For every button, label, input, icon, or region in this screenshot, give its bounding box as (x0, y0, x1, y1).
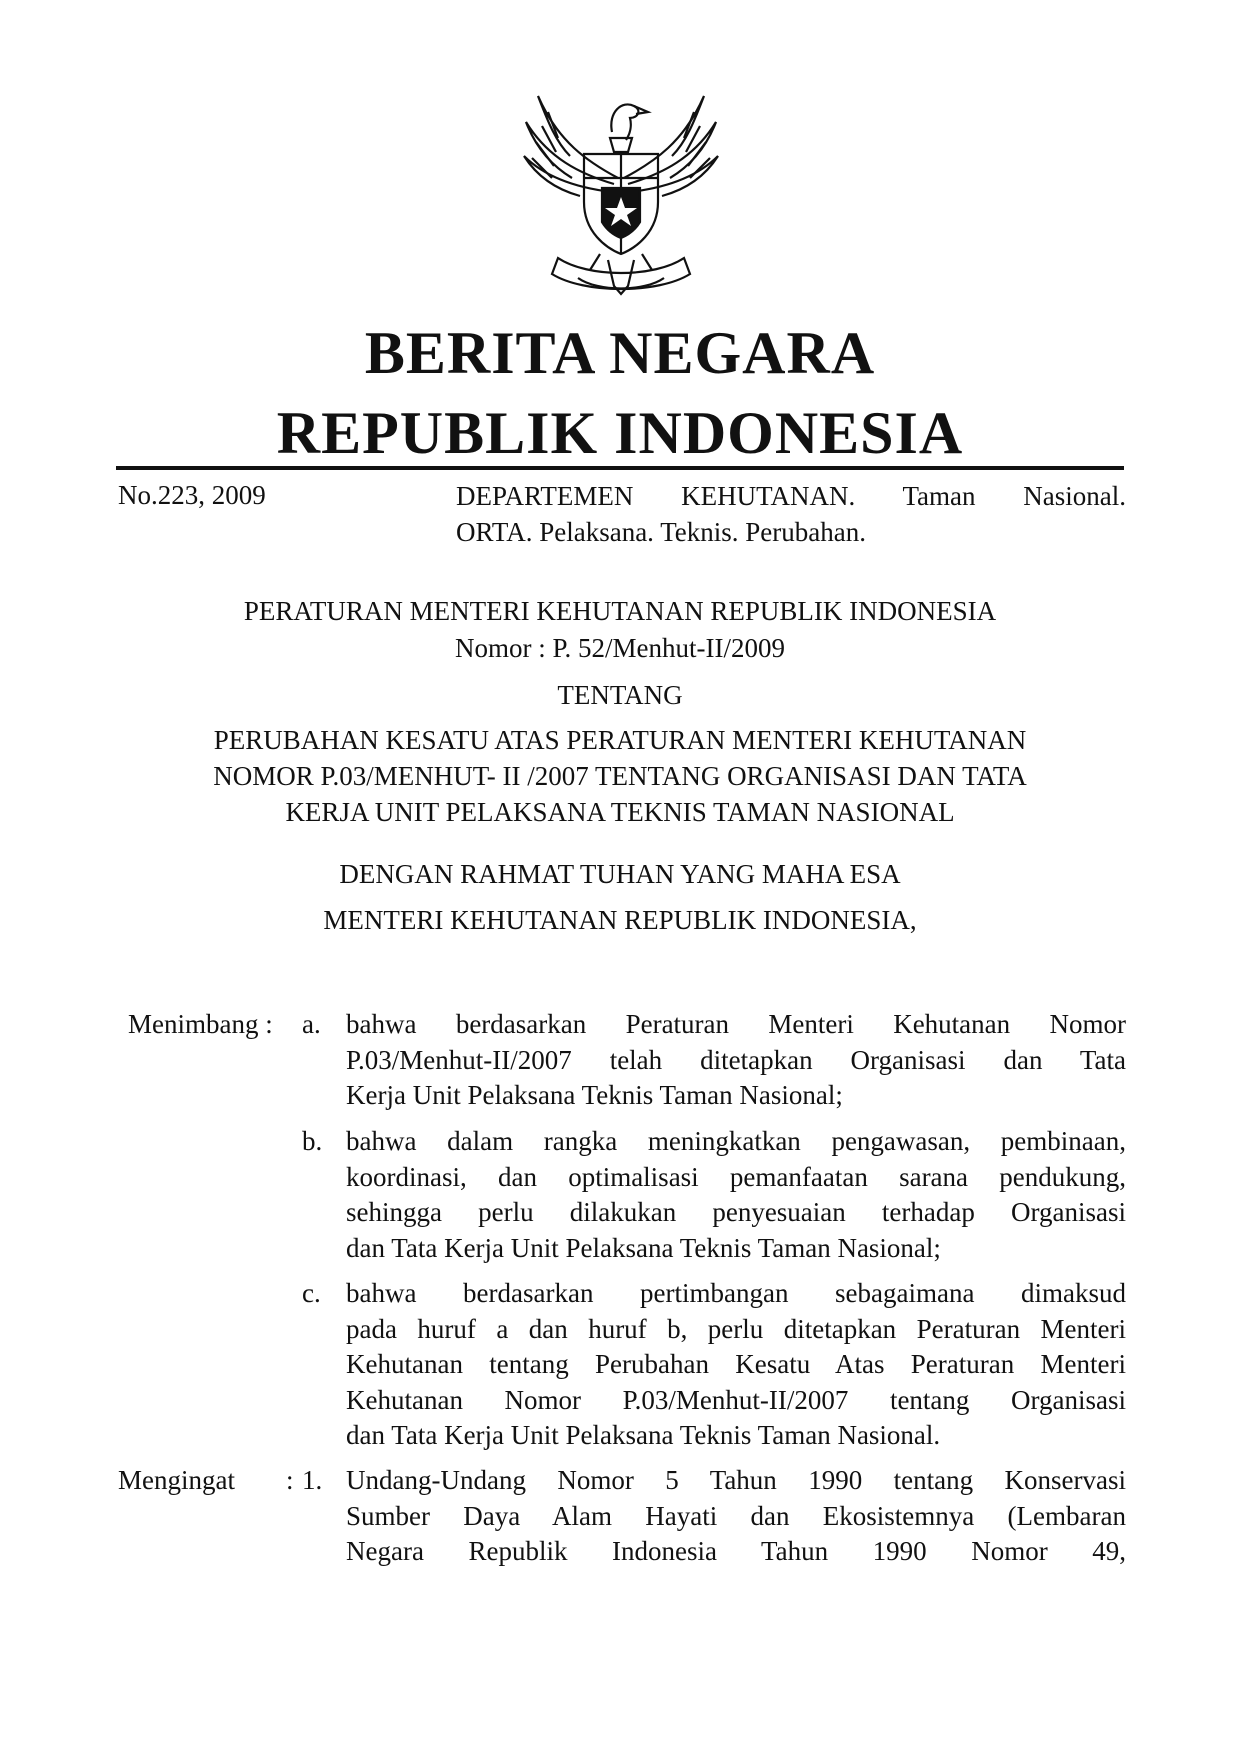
text-line: Undang-Undang Nomor 5 Tahun 1990 tentang Konservasi (346, 1465, 1126, 1495)
issue-subject-line: DEPARTEMEN KEHUTANAN. Taman Nasional. (456, 481, 1126, 511)
mengingat-colon: : (286, 1465, 294, 1495)
list-marker: c. (302, 1278, 321, 1308)
text-line: Kehutanan Nomor P.03/Menhut-II/2007 tentang Organisasi (346, 1384, 1126, 1415)
text-line: bahwa berdasarkan pertimbangan sebagaimana dimaksud (346, 1278, 1126, 1308)
text-line: Kehutanan tentang Perubahan Kesatu Atas Peraturan Menteri (346, 1349, 1126, 1379)
masthead-title-line1: BERITA NEGARA (364, 320, 876, 386)
text-line: dan Tata Kerja Unit Pelaksana Teknis Taman Nasional. (346, 1420, 941, 1450)
menimbang-item (346, 1276, 1126, 1454)
regulation-title-line: KERJA UNIT PELAKSANA TEKNIS TAMAN NASIONAL (285, 797, 955, 827)
list-marker: a. (302, 1009, 321, 1039)
text-line: Negara Republik Indonesia Tahun 1990 Nomor 49, (346, 1536, 1126, 1566)
regulation-title-line: NOMOR P.03/MENHUT- II /2007 TENTANG ORGANISASI DAN TATA (213, 761, 1027, 791)
regulation-heading: PERATURAN MENTERI KEHUTANAN REPUBLIK INDONESIA (243, 596, 997, 626)
regulation-about: TENTANG (557, 680, 683, 710)
text-line: P.03/Menhut-II/2007 telah ditetapkan Organisasi dan Tata (346, 1044, 1126, 1075)
regulation-number: Nomor : P. 52/Menhut-II/2009 (455, 633, 785, 663)
text-line: dan Tata Kerja Unit Pelaksana Teknis Taman Nasional; (346, 1232, 941, 1263)
issue-subject-line: ORTA. Pelaksana. Teknis. Perubahan. (456, 517, 866, 547)
text-line: bahwa berdasarkan Peraturan Menteri Kehutanan Nomor (346, 1009, 1126, 1039)
issue-number: No.223, 2009 (118, 480, 266, 510)
text-line: pada huruf a dan huruf b, perlu ditetapkan Peraturan Menteri (346, 1313, 1126, 1344)
regulation-issuer: MENTERI KEHUTANAN REPUBLIK INDONESIA, (323, 905, 917, 935)
list-marker: b. (302, 1126, 323, 1156)
list-marker: 1. (302, 1465, 323, 1495)
mengingat-item (346, 1463, 1126, 1570)
text-line: koordinasi, dan optimalisasi pemanfaatan sarana pendukung, (346, 1161, 1126, 1192)
text-line: bahwa dalam rangka meningkatkan pengawasan, pembinaan, (346, 1126, 1126, 1156)
menimbang-item (346, 1124, 1126, 1266)
text-line: sehingga perlu dilakukan penyesuaian terhadap Organisasi (346, 1197, 1126, 1227)
mengingat-label: Mengingat (118, 1465, 235, 1495)
menimbang-item (346, 1007, 1126, 1114)
masthead-title-line2: REPUBLIK INDONESIA (276, 400, 964, 466)
regulation-grace: DENGAN RAHMAT TUHAN YANG MAHA ESA (339, 859, 901, 889)
text-line: Sumber Daya Alam Hayati dan Ekosistemnya (Lembaran (346, 1500, 1126, 1531)
menimbang-label: Menimbang : (128, 1009, 273, 1039)
text-line: Kerja Unit Pelaksana Teknis Taman Nasional; (346, 1080, 843, 1110)
regulation-title-line: PERUBAHAN KESATU ATAS PERATURAN MENTERI KEHUTANAN (213, 725, 1027, 755)
